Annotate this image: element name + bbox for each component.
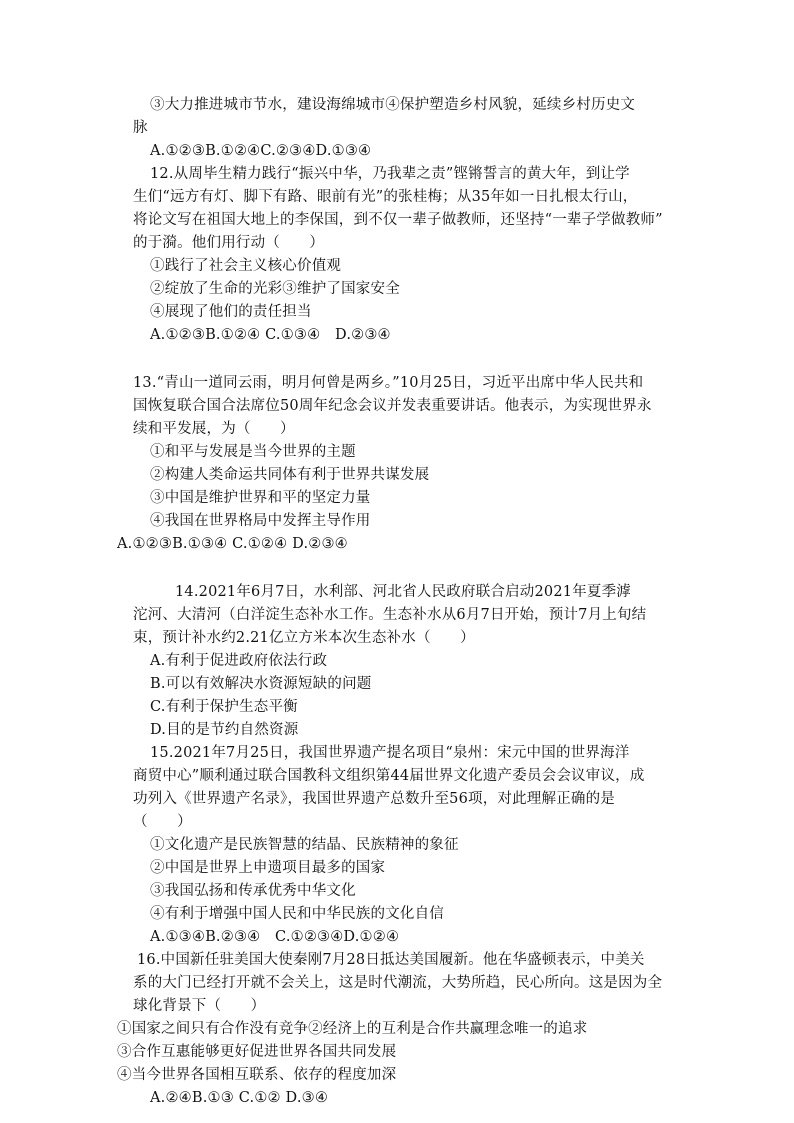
text-line: 的于漪。他们用行动（ ） [133,235,325,251]
question-13-line: 13.“青山一道同云雨，明月何曾是两乡。”10月25日，习近平出席中华人民共和 [133,375,644,391]
text-line: 国恢复联合国合法席位50周年纪念会议并发表重要讲话。他表示，为实现世界永 [133,398,652,414]
option-line: C.有利于保护生态平衡 [150,699,298,715]
question-14-line: 14.2021年6月7日，水利部、河北省人民政府联合启动2021年夏季滹 [175,584,632,600]
choice-line: ④展现了他们的责任担当 [150,304,312,320]
option-line: A.①③④B.②③④ C.①②③④D.①②④ [150,929,400,945]
choice-line: ④有利于增强中国人民和中华民族的文化自信 [150,906,444,922]
option-line: B.可以有效解决水资源短缺的问题 [150,676,372,692]
option-line: D.目的是节约自然资源 [150,722,299,738]
choice-line: ②构建人类命运共同体有利于世界共谋发展 [150,467,430,483]
choice-line: ②绽放了生命的光彩③维护了国家安全 [150,281,400,297]
choice-line: ④当今世界各国相互联系、依存的程度加深 [117,1067,397,1083]
question-12-line: 12.从周毕生精力践行“振兴中华，乃我辈之责”铿锵誓言的黄大年，到让学 [150,166,630,182]
choice-line: ②中国是世界上申遗项目最多的国家 [150,860,386,876]
choice-line: ③合作互惠能够更好促进世界各国共同发展 [117,1044,397,1060]
text-line: 沱河、大清河（白洋淀生态补水工作。生态补水从6月7日开始，预计7月上旬结 [133,607,647,623]
text-line: 束，预计补水约2.21亿立方米本次生态补水（ ） [133,630,475,646]
option-line: A.②④B.①③ C.①② D.③④ [150,1090,329,1106]
text-line: （ ） [133,814,192,830]
text-line: 功列入《世界遗产名录》，我国世界遗产总数升至56项，对此理解正确的是 [133,791,615,807]
text-line: 系的大门已经打开就不会关上，这是时代潮流，大势所趋，民心所向。这是因为全 [133,975,663,991]
choice-line: ①践行了社会主义核心价值观 [150,258,342,274]
choice-line: ①国家之间只有合作没有竞争②经济上的互利是合作共赢理念唯一的追求 [117,1021,588,1037]
choice-line: ③中国是维护世界和平的坚定力量 [150,490,371,506]
text-line: 将论文写在祖国大地上的李保国，到不仅一辈子做教师，还坚持“一辈子学做教师” [133,212,663,228]
text-line: 生们“远方有灯、脚下有路、眼前有光”的张桂梅；从35年如一日扎根太行山， [133,189,638,205]
question-15-line: 15.2021年7月25日，我国世界遗产提名项目“泉州：宋元中国的世界海洋 [150,745,630,761]
question-16-line: 16.中国新任驻美国大使秦刚7月28日抵达美国履新。他在华盛顿表示，中美关 [137,952,645,968]
option-line: A.①②③B.①②④C.②③④D.①③④ [150,143,372,159]
choice-line: ③我国弘扬和传承优秀中华文化 [150,883,356,899]
text-line: ③大力推进城市节水，建设海绵城市④保护塑造乡村风貌，延续乡村历史文 [150,97,636,113]
choice-line: ①和平与发展是当今世界的主题 [150,444,356,460]
option-line: A.①②③B.①③④ C.①②④ D.②③④ [117,536,348,552]
choice-line: ①文化遗产是民族智慧的结晶、民族精神的象征 [150,837,459,853]
text-line: 球化背景下（ ） [133,998,266,1014]
choice-line: ④我国在世界格局中发挥主导作用 [150,513,371,529]
option-line: A.有利于促进政府依法行政 [150,653,328,669]
text-line: 续和平发展，为（ ） [133,421,295,437]
text-line: 脉 [133,120,148,136]
option-line: A.①②③B.①②④ C.①③④ D.②③④ [150,327,391,343]
text-line: 商贸中心”顺利通过联合国教科文组织第44届世界文化遗产委员会会议审议，成 [133,768,645,784]
